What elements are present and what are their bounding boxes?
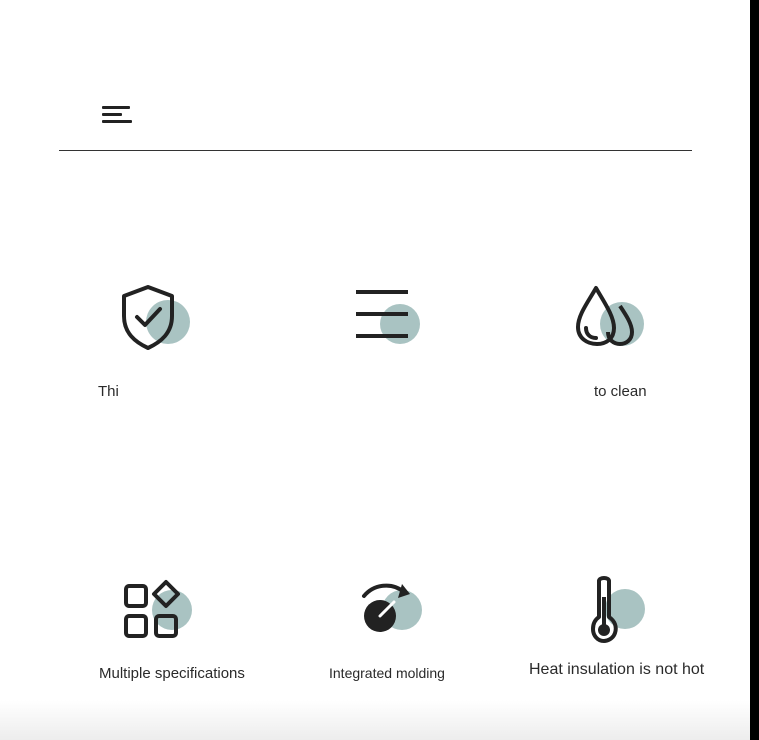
header-divider xyxy=(59,150,692,151)
feature-label-4: Multiple specifications xyxy=(99,665,245,682)
water-drops-icon xyxy=(570,282,650,362)
shield-check-icon xyxy=(110,282,190,362)
side-bar xyxy=(750,0,759,740)
gauge-arrow-icon xyxy=(352,578,432,658)
lines-icon xyxy=(350,282,430,362)
feature-label-3: to clean xyxy=(594,383,647,400)
feature-label-1: Thi xyxy=(98,383,119,400)
feature-label-5: Integrated molding xyxy=(329,665,445,681)
thermometer-icon xyxy=(585,575,665,655)
feature-label-6: Heat insulation is not hot xyxy=(529,661,705,678)
bottom-fade xyxy=(0,700,750,740)
menu-icon[interactable] xyxy=(100,102,134,126)
categories-icon xyxy=(118,578,198,658)
